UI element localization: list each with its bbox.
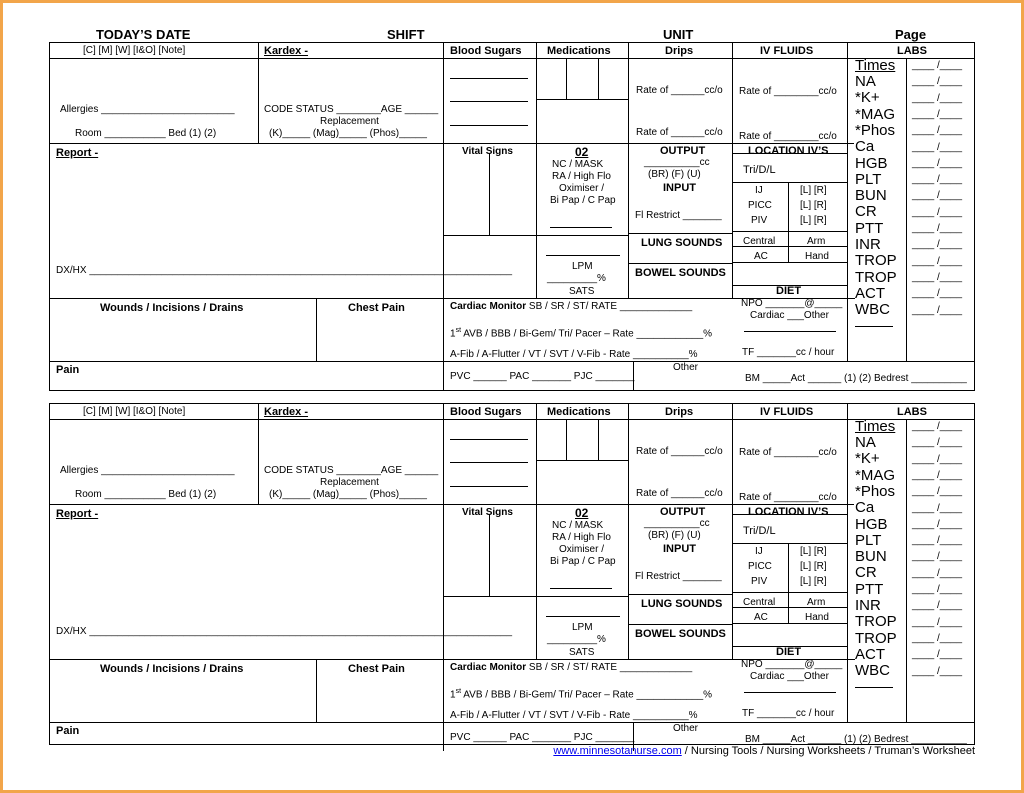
vital-signs-label: Vital Signs: [462, 146, 513, 157]
times-header: Times: [855, 418, 896, 435]
charting-tags: [C] [M] [W] [I&O] [Note]: [83, 406, 186, 417]
lab-name: HGB: [855, 154, 888, 172]
lab-value-field: ____ /____: [912, 288, 963, 300]
lab-value-field: ____ /____: [912, 125, 963, 137]
lab-name: TROP: [855, 629, 897, 647]
arm-label: Arm: [807, 236, 826, 247]
lab-value-field: ____ /____: [912, 616, 963, 628]
lab-name: NA: [855, 73, 876, 90]
lab-name: BUN: [855, 548, 887, 566]
tridl-label: Tri/D/L: [743, 525, 776, 537]
lab-value-field: ____ /____: [912, 174, 963, 186]
report-label: Report -: [56, 147, 99, 159]
cardiac-other-field: Cardiac ___Other: [750, 671, 829, 682]
picc-label: PICC: [748, 200, 772, 211]
allergies-field: Allergies ________________________: [60, 465, 235, 476]
hand-label: Hand: [805, 251, 829, 262]
lab-name: Ca: [855, 138, 875, 156]
arm-label: Arm: [807, 597, 826, 608]
chest-pain-label: Chest Pain: [348, 663, 405, 675]
bm-field: BM _____Act ______ (1) (2) Bedrest __________: [745, 734, 967, 745]
lab-name: WBC: [855, 301, 890, 319]
lab-value-field: ____ /____: [912, 255, 963, 267]
lab-value-field: ____ /____: [912, 304, 963, 316]
drips-rate-1: Rate of ______cc/o: [636, 85, 723, 96]
kardex-label: Kardex -: [264, 406, 309, 418]
lab-name: NA: [855, 434, 876, 451]
lab-value-field: ____ /____: [912, 190, 963, 202]
other-label: Other: [673, 723, 699, 734]
iv-rate-1: Rate of ________cc/o: [739, 86, 837, 97]
medications-label: Medications: [547, 406, 611, 418]
oximiser-option: Oximiser /: [559, 544, 604, 555]
drips-rate-1: Rate of ______cc/o: [636, 446, 723, 457]
lab-name: TROP: [855, 252, 897, 270]
lab-name: *K+: [855, 89, 880, 107]
pvc-row: PVC ______ PAC _______ PJC _______: [450, 371, 635, 382]
dxhx-field: DX/HX ____________________________________________________________________________: [56, 265, 513, 276]
output-label: OUTPUT: [660, 145, 706, 157]
iv-rate-1: Rate of ________cc/o: [739, 447, 837, 458]
diet-label: DIET: [776, 646, 802, 658]
lab-value-field: ____ /____: [912, 437, 963, 449]
iv-rate-2: Rate of ________cc/o: [739, 131, 837, 142]
bowel-sounds-label: BOWEL SOUNDS: [635, 267, 726, 279]
cardiac-monitor-row: Cardiac Monitor SB / SR / ST/ RATE _____________: [450, 662, 693, 673]
ij-label: IJ: [755, 546, 763, 557]
lab-name: *Phos: [855, 121, 896, 139]
output-label: OUTPUT: [660, 506, 706, 518]
fl-restrict-field: Fl Restrict _______: [635, 210, 722, 221]
ac-label: AC: [754, 251, 768, 262]
lab-value-field: ____ /____: [912, 665, 963, 677]
wounds-label: Wounds / Incisions / Drains: [100, 302, 244, 314]
piv-label: PIV: [751, 576, 768, 587]
lab-value-field: ____ /____: [912, 469, 963, 481]
tf-field: TF _______cc / hour: [742, 708, 835, 719]
k-mag-phos-field: (K)_____ (Mag)_____ (Phos)_____: [269, 489, 427, 500]
lab-name: PTT: [855, 580, 884, 598]
lab-name: CR: [855, 564, 877, 582]
afib-row: A-Fib / A-Flutter / VT / SVT / V-Fib - Rate __________%: [450, 349, 698, 360]
lab-name: PLT: [855, 170, 882, 188]
lung-sounds-label: LUNG SOUNDS: [641, 598, 723, 610]
lab-name: ACT: [855, 645, 885, 663]
lab-name: *Phos: [855, 482, 896, 500]
lab-value-field: ____ /____: [912, 206, 963, 218]
sats-label: SATS: [569, 647, 595, 658]
lab-name: WBC: [855, 662, 890, 680]
lab-value-field: ____ /____: [912, 632, 963, 644]
pvc-row: PVC ______ PAC _______ PJC _______: [450, 732, 635, 743]
sats-label: SATS: [569, 286, 595, 297]
todays-date-label: TODAY’S DATE: [96, 27, 191, 42]
ij-side: [L] [R]: [800, 546, 827, 557]
afib-row: A-Fib / A-Flutter / VT / SVT / V-Fib - Rate __________%: [450, 710, 698, 721]
labs-label: LABS: [897, 406, 927, 418]
picc-label: PICC: [748, 561, 772, 572]
lab-value-field: ____ /____: [912, 518, 963, 530]
o2-label: 02: [575, 145, 589, 159]
kardex-label: Kardex -: [264, 45, 309, 57]
tridl-label: Tri/D/L: [743, 164, 776, 176]
iv-rate-2: Rate of ________cc/o: [739, 492, 837, 503]
diet-label: DIET: [776, 285, 802, 297]
iv-fluids-label: IV FLUIDS: [760, 406, 814, 418]
pain-label: Pain: [56, 725, 80, 737]
room-bed-field: Room ___________ Bed (1) (2): [75, 489, 217, 500]
lab-value-field: ____ /____: [912, 502, 963, 514]
lab-value-field: ____ /____: [912, 108, 963, 120]
lab-name: TROP: [855, 613, 897, 631]
lab-value-field: ____ /____: [912, 649, 963, 661]
lab-value-field: ____ /____: [912, 551, 963, 563]
drips-label: Drips: [665, 45, 694, 57]
ij-side: [L] [R]: [800, 185, 827, 196]
blood-sugars-label: Blood Sugars: [450, 45, 522, 57]
avb-row: 1st AVB / BBB / Bi-Gem/ Tri/ Pacer – Rate ____________%: [450, 688, 713, 701]
lpm-label: LPM: [572, 261, 593, 272]
ra-hiflo-option: RA / High Flo: [552, 532, 611, 543]
allergies-field: Allergies ________________________: [60, 104, 235, 115]
lab-value-field: ____ /____: [912, 271, 963, 283]
lab-value-field: ____ /____: [912, 535, 963, 547]
drips-rate-2: Rate of ______cc/o: [636, 488, 723, 499]
fl-restrict-field: Fl Restrict _______: [635, 571, 722, 582]
lab-value-field: ____ /____: [912, 76, 963, 88]
lab-value-field: ____ /____: [912, 60, 963, 71]
oximiser-option: Oximiser /: [559, 183, 604, 194]
wounds-label: Wounds / Incisions / Drains: [100, 663, 244, 675]
npo-field: NPO _______@_____: [741, 298, 843, 309]
chest-pain-label: Chest Pain: [348, 302, 405, 314]
lab-name: PLT: [855, 531, 882, 549]
hand-label: Hand: [805, 612, 829, 623]
lab-name: *MAG: [855, 105, 896, 123]
central-label: Central: [743, 236, 776, 247]
br-f-u-options: (BR) (F) (U): [648, 169, 701, 180]
cardiac-monitor-row: Cardiac Monitor SB / SR / ST/ RATE _____________: [450, 301, 693, 312]
lab-name: Ca: [855, 499, 875, 517]
shift-label: SHIFT: [387, 27, 425, 42]
nc-mask-option: NC / MASK: [552, 159, 604, 170]
o2-label: 02: [575, 506, 589, 520]
piv-side: [L] [R]: [800, 576, 827, 587]
output-cc-field: __________cc: [644, 518, 710, 529]
input-label: INPUT: [663, 543, 696, 555]
unit-label: UNIT: [663, 27, 694, 42]
percent-field: _________%: [547, 273, 606, 284]
worksheet-bottom: [49, 403, 975, 745]
lab-name: HGB: [855, 515, 888, 533]
drips-label: Drips: [665, 406, 694, 418]
lab-value-field: ____ /____: [912, 239, 963, 251]
lab-value-field: ____ /____: [912, 92, 963, 104]
br-f-u-options: (BR) (F) (U): [648, 530, 701, 541]
code-status-field: CODE STATUS ________AGE ______: [264, 465, 439, 476]
footer: [553, 745, 975, 757]
lab-value-field: ____ /____: [912, 486, 963, 498]
blood-sugars-label: Blood Sugars: [450, 406, 522, 418]
report-label: Report -: [56, 508, 99, 520]
bowel-sounds-label: BOWEL SOUNDS: [635, 628, 726, 640]
lab-name: PTT: [855, 219, 884, 237]
piv-side: [L] [R]: [800, 215, 827, 226]
lab-value-field: ____ /____: [912, 600, 963, 612]
location-ivs-label: LOCATION IV’S: [748, 145, 829, 157]
lab-name: *MAG: [855, 466, 896, 484]
dxhx-field: DX/HX ____________________________________________________________________________: [56, 626, 513, 637]
lab-name: INR: [855, 597, 881, 614]
nc-mask-option: NC / MASK: [552, 520, 604, 531]
labs-label: LABS: [897, 45, 927, 57]
footer-text: / Nursing Tools / Nursing Worksheets / Truman’s Worksheet: [681, 745, 975, 757]
tf-field: TF _______cc / hour: [742, 347, 835, 358]
bm-field: BM _____Act ______ (1) (2) Bedrest __________: [745, 373, 967, 384]
ra-hiflo-option: RA / High Flo: [552, 171, 611, 182]
charting-tags: [C] [M] [W] [I&O] [Note]: [83, 45, 186, 56]
piv-label: PIV: [751, 215, 768, 226]
iv-fluids-label: IV FLUIDS: [760, 45, 814, 57]
replacement-label: Replacement: [320, 477, 379, 488]
input-label: INPUT: [663, 182, 696, 194]
lab-name: CR: [855, 203, 877, 221]
npo-field: NPO _______@_____: [741, 659, 843, 670]
times-header: Times: [855, 57, 896, 74]
medications-label: Medications: [547, 45, 611, 57]
lung-sounds-label: LUNG SOUNDS: [641, 237, 723, 249]
lab-name: INR: [855, 236, 881, 253]
drips-rate-2: Rate of ______cc/o: [636, 127, 723, 138]
picc-side: [L] [R]: [800, 561, 827, 572]
replacement-label: Replacement: [320, 116, 379, 127]
footer-link[interactable]: www.minnesotanurse.com: [553, 745, 682, 757]
avb-row: 1st AVB / BBB / Bi-Gem/ Tri/ Pacer – Rate ____________%: [450, 327, 713, 340]
picc-side: [L] [R]: [800, 200, 827, 211]
worksheet-top: [49, 42, 975, 391]
lab-name: *K+: [855, 450, 880, 468]
central-label: Central: [743, 597, 776, 608]
ij-label: IJ: [755, 185, 763, 196]
ac-label: AC: [754, 612, 768, 623]
lab-value-field: ____ /____: [912, 421, 963, 432]
lab-value-field: ____ /____: [912, 453, 963, 465]
lab-value-field: ____ /____: [912, 141, 963, 153]
bipap-option: Bi Pap / C Pap: [550, 195, 616, 206]
bipap-option: Bi Pap / C Pap: [550, 556, 616, 567]
location-ivs-label: LOCATION IV’S: [748, 506, 829, 518]
lab-value-field: ____ /____: [912, 584, 963, 595]
lab-name: TROP: [855, 268, 897, 286]
lpm-label: LPM: [572, 622, 593, 633]
cardiac-other-field: Cardiac ___Other: [750, 310, 829, 321]
output-cc-field: __________cc: [644, 157, 710, 168]
page-label: Page: [895, 27, 927, 42]
room-bed-field: Room ___________ Bed (1) (2): [75, 128, 217, 139]
k-mag-phos-field: (K)_____ (Mag)_____ (Phos)_____: [269, 128, 427, 139]
code-status-field: CODE STATUS ________AGE ______: [264, 104, 439, 115]
pain-label: Pain: [56, 364, 80, 376]
percent-field: _________%: [547, 634, 606, 645]
lab-name: ACT: [855, 284, 885, 302]
other-label: Other: [673, 362, 699, 373]
lab-value-field: ____ /____: [912, 157, 963, 169]
lab-value-field: ____ /____: [912, 567, 963, 579]
lab-name: BUN: [855, 187, 887, 205]
vital-signs-label: Vital Signs: [462, 507, 513, 518]
lab-value-field: ____ /____: [912, 223, 963, 234]
